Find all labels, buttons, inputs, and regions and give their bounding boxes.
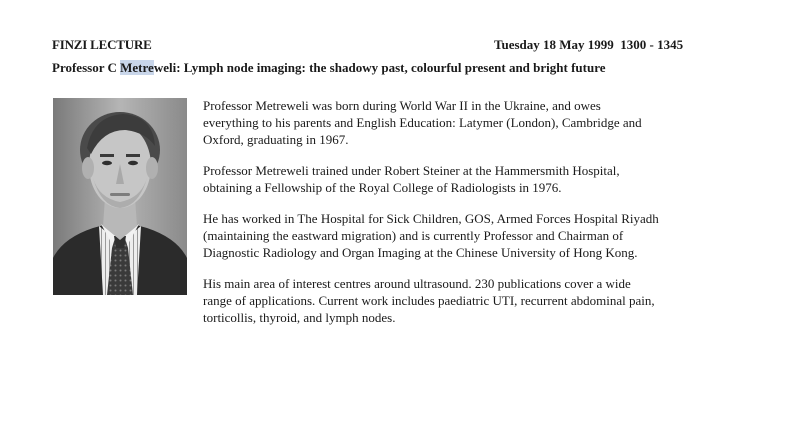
bio-line: Oxford, graduating in 1967.: [203, 132, 349, 147]
bio-line: obtaining a Fellowship of the Royal College of Radiologists in 1976.: [203, 180, 562, 195]
title-suffix: weli: Lymph node imaging: the shadowy past, colourful present and bright future: [153, 60, 606, 75]
lecture-title: [52, 60, 606, 76]
title-text-selection[interactable]: Metre: [120, 60, 154, 75]
lecture-name: FINZI LECTURE: [52, 37, 152, 52]
lecture-datetime: Tuesday 18 May 1999 1300 - 1345: [494, 37, 684, 52]
bio-line: (maintaining the eastward migration) and is currently Professor and Chairman of: [203, 228, 624, 243]
bio-line: everything to his parents and English Education: Latymer (London), Cambridge and: [203, 115, 642, 130]
bio-line: Professor Metreweli trained under Robert Steiner at the Hammersmith Hospital,: [203, 163, 620, 178]
bio-line: His main area of interest centres around ultrasound. 230 publications cover a wide: [203, 276, 631, 291]
bio-paragraph-training: [203, 162, 723, 196]
bio-line: torticollis, thyroid, and lymph nodes.: [203, 310, 396, 325]
title-prefix: Professor C: [52, 60, 121, 75]
bio-paragraph-interests: [203, 275, 723, 326]
bio-paragraph-career: [203, 210, 723, 261]
bio-text: [203, 97, 723, 340]
bio-paragraph-origin: [203, 97, 723, 148]
bio-line: He has worked in The Hospital for Sick Children, GOS, Armed Forces Hospital Riyadh: [203, 211, 659, 226]
bio-line: Professor Metreweli was born during World War II in the Ukraine, and owes: [203, 98, 601, 113]
bio-line: Diagnostic Radiology and Organ Imaging at the Chinese University of Hong Kong.: [203, 245, 638, 260]
bio-line: range of applications. Current work includes paediatric UTI, recurrent abdominal pain,: [203, 293, 655, 308]
portrait-icon: [53, 98, 187, 295]
portrait-photo: [53, 98, 187, 295]
